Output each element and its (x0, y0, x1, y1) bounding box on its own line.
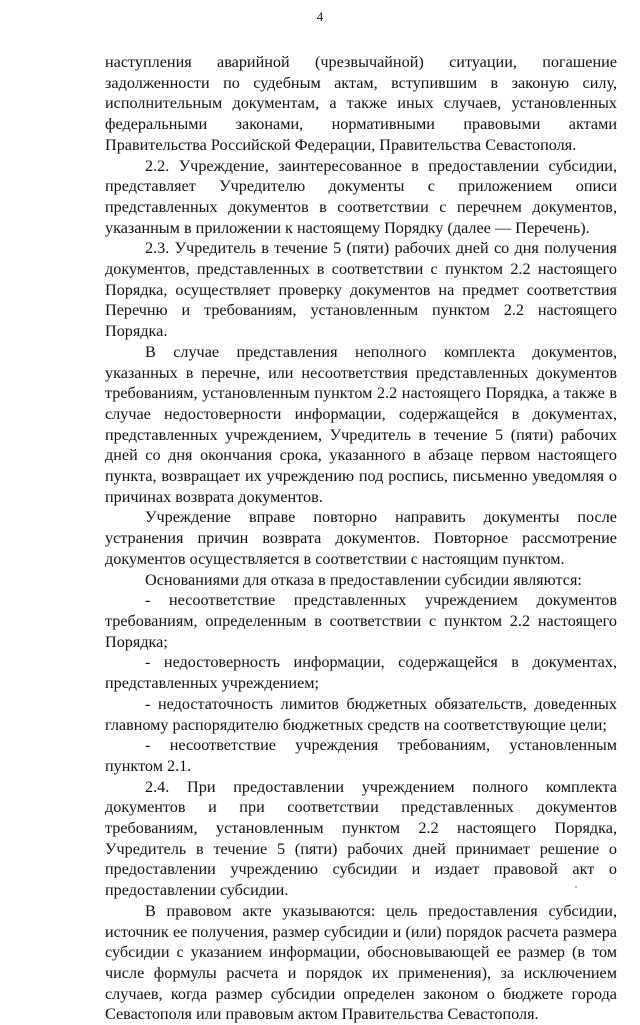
list-item: - несоответствие представленных учреждением документов требованиям, определенным в соответствии с пунктом 2.2 настоящего Порядка; (105, 591, 617, 651)
paragraph: наступления аварийной (чрезвычайной) ситуации, погашение задолженности по судебным актам, вступившим в законую силу, исполнительным документам, а также иных случаев, установленных федеральными законами, нормативными правовыми актами Правительства Российской Федерации, Правительства Севастополя. (105, 53, 617, 154)
document-body (105, 52, 617, 1025)
paragraph: Учреждение вправе повторно направить документы после устранения причин возврата документов. Повторное рассмотрение документов осуществляется в соответствии с настоящим пунктом. (105, 508, 617, 568)
paragraph: В правовом акте указываются: цель предоставления субсидии, источник ее получения, размер субсидии и (или) порядок расчета размера субсидии с указанием информации, обосновывающей ее размер (в том числе формулы расчета и порядок их применения), за исключением случаев, когда размер субсидии определен законом о бюджете города Севастополя или правовым актом Правительства Севастополя. (105, 901, 617, 1024)
paragraph: Основаниями для отказа в предоставлении субсидии являются: (145, 570, 582, 589)
paragraph: 2.4. При предоставлении учреждением полного комплекта документов и при соответствии представленных документов требованиям, установленным пунктом 2.2 настоящего Порядка, Учредитель в течение 5 (пяти) рабочих дней принимает решение о предоставлении учреждению субсидии и издает правовой акт о предоставлении субсидии. (105, 777, 617, 900)
list-item: - недостаточность лимитов бюджетных обязательств, доведенных главному распорядителю бюджетных средств на соответствующие цели; (105, 694, 617, 734)
page-number: 4 (316, 9, 324, 24)
paragraph: 2.3. Учредитель в течение 5 (пяти) рабочих дней со дня получения документов, представленных в соответствии с пунктом 2.2 настоящего Порядка, осуществляет проверку документов на предмет соответствия Перечню и требованиям, установленным пунктом 2.2 настоящего Порядка. (105, 239, 617, 341)
scan-speck (575, 886, 577, 888)
list-item: - несоответствие учреждения требованиям, установленным пунктом 2.1. (105, 736, 617, 775)
paragraph: 2.2. Учреждение, заинтересованное в предоставлении субсидии, представляет Учредителю документы с приложением описи представленных документов в соответствии с перечнем документов, указанным в приложении к настоящему Порядку (далее — Перечень). (105, 156, 617, 237)
paragraph: В случае представления неполного комплекта документов, указанных в перечне, или несоответствия представленных документов требованиям, установленным пунктом 2.2 настоящего Порядка, а также в случае недостоверности информации, содержащейся в документах, представленных учреждением, Учредитель в течение 5 (пяти) рабочих дней со дня окончания срока, указанного в абзаце первом настоящего пункта, возвращает их учреждению под роспись, письменно уведомляя о причинах возврата документов. (105, 342, 617, 506)
list-item: - недостоверность информации, содержащейся в документах, представленных учреждением; (105, 653, 617, 693)
